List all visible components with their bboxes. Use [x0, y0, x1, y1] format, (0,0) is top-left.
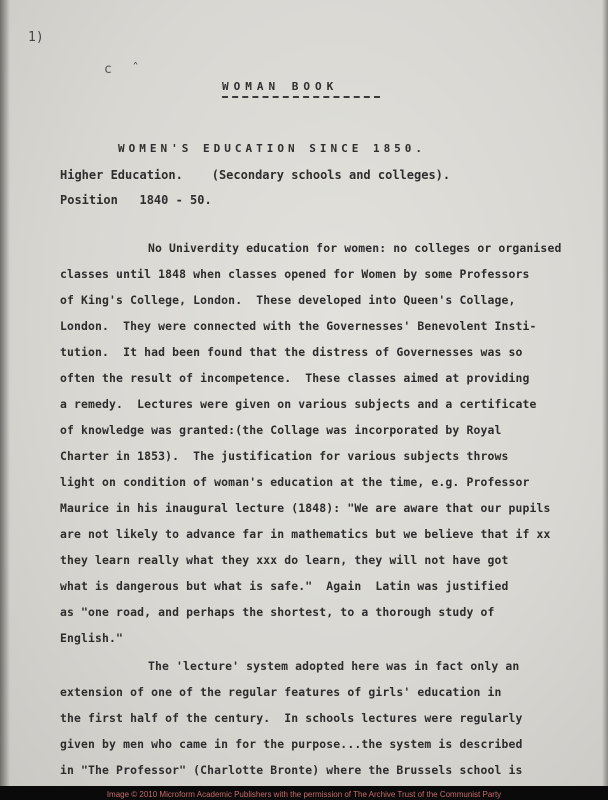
pen-mark: c ˆ [104, 62, 146, 77]
page-right-edge [602, 0, 608, 800]
title-underline [222, 96, 380, 98]
paragraph1-line: of King's College, London. These developed into Queen's Collage, [60, 293, 516, 307]
paragraph1-line: tution. It had been found that the distress of Governesses was so [60, 345, 523, 359]
subheading-higher-education: Higher Education. (Secondary schools and colleges). [60, 168, 451, 182]
document-title: WOMAN BOOK [222, 80, 339, 93]
paragraph1-line: London. They were connected with the Governesses' Benevolent Insti- [60, 319, 537, 333]
paragraph2-line: given by men who came in for the purpose...the system is described [60, 737, 523, 751]
paragraph1-line: what is dangerous but what is safe." Again Latin was justified [60, 579, 509, 593]
paragraph1-line: are not likely to advance far in mathematics but we believe that if xx [60, 527, 551, 541]
paragraph2-line: in "The Professor" (Charlotte Bronte) where the Brussels school is [60, 763, 523, 777]
paragraph1-line: a remedy. Lectures were given on various subjects and a certificate [60, 397, 537, 411]
copyright-footer: Image © 2010 Microform Academic Publishers with the permission of The Archive Trust of the Communist Party [106, 790, 502, 799]
paragraph1-line: of knowledge was granted:(the Collage was incorporated by Royal [60, 423, 502, 437]
margin-mark: 1) [28, 30, 44, 45]
paragraph1-line: No Univerdity education for women: no colleges or organised [148, 241, 562, 255]
subheading-position: Position 1840 - 50. [60, 193, 212, 207]
paragraph1-line: light on condition of woman's education at the time, e.g. Professor [60, 475, 530, 489]
paragraph2-line: extension of one of the regular features of girls' education in [60, 685, 502, 699]
paragraph1-line: as "one road, and perhaps the shortest, to a thorough study of [60, 605, 495, 619]
paragraph1-line: they learn really what they xxx do learn, they will not have got [60, 553, 509, 567]
paragraph1-line: classes until 1848 when classes opened for Women by some Professors [60, 267, 530, 281]
paragraph1-line: English." [60, 631, 124, 645]
section-heading: WOMEN'S EDUCATION SINCE 1850. [118, 142, 427, 155]
paragraph1-line: Charter in 1853). The justification for various subjects throws [60, 449, 509, 463]
paragraph1-line: Maurice in his inaugural lecture (1848): "We are aware that our pupils [60, 501, 551, 515]
paragraph1-line: often the result of incompetence. These classes aimed at providing [60, 371, 530, 385]
paragraph2-line: the first half of the century. In schools lectures were regularly [60, 711, 523, 725]
paragraph2-line: The 'lecture' system adopted here was in fact only an [148, 659, 520, 673]
page-left-shadow [0, 0, 10, 800]
